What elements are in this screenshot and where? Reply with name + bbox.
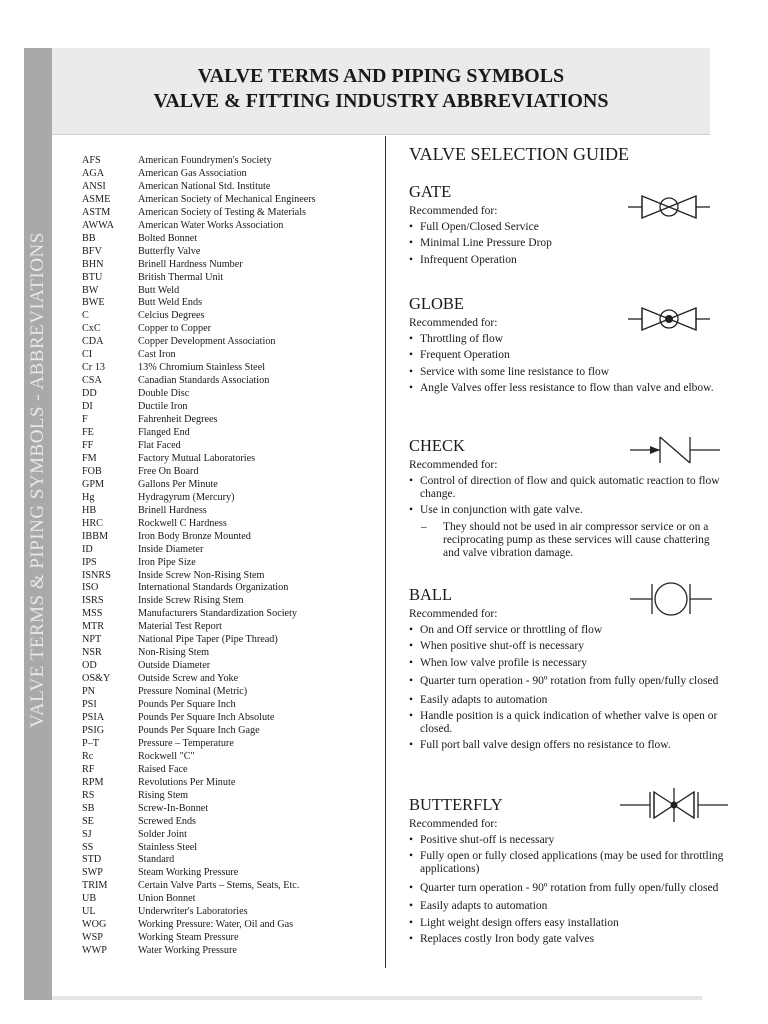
abbreviation-code: MSS [82, 608, 103, 620]
abbreviation-row [82, 427, 382, 440]
abbreviation-meaning: Celcius Degrees [138, 310, 205, 322]
abbreviation-meaning: Revolutions Per Minute [138, 776, 236, 788]
abbreviation-meaning: American Water Works Association [138, 219, 284, 231]
globe-valve-symbol [628, 302, 710, 336]
abbreviation-row [82, 194, 382, 207]
abbreviation-meaning: Raised Face [138, 763, 188, 775]
abbreviation-meaning: Solder Joint [138, 828, 187, 840]
abbreviation-code: GPM [82, 478, 105, 490]
abbreviation-code: UB [82, 893, 97, 905]
abbreviation-meaning: Screw-In-Bonnet [138, 802, 209, 814]
gate-title: GATE [409, 182, 452, 201]
recommended-label: Recommended for: [409, 818, 498, 830]
abbreviation-row [82, 375, 382, 388]
abbreviation-meaning: Union Bonnet [138, 893, 196, 905]
ball-title: BALL [409, 585, 453, 604]
abbreviation-meaning: Cast Iron [138, 349, 176, 361]
abbreviation-code: CI [82, 349, 93, 361]
page-title [52, 64, 710, 114]
check-list [409, 475, 729, 560]
abbreviation-row [82, 725, 382, 738]
abbreviation-meaning: Non-Rising Stem [138, 647, 210, 659]
abbreviation-meaning: Material Test Report [138, 621, 222, 633]
abbreviation-meaning: Iron Pipe Size [138, 556, 196, 568]
abbreviation-code: BWE [82, 297, 105, 309]
abbreviation-row [82, 246, 382, 259]
abbreviation-code: Rc [82, 750, 94, 762]
abbreviation-code: SJ [82, 828, 92, 840]
abbreviation-code: ASTM [82, 206, 111, 218]
abbreviation-meaning: Inside Screw Non-Rising Stem [138, 569, 265, 581]
abbreviation-meaning: Ductile Iron [138, 401, 188, 413]
abbreviation-meaning: Standard [138, 854, 175, 866]
abbreviation-meaning: Manufacturers Standardization Society [138, 608, 297, 620]
abbreviation-row [82, 842, 382, 855]
ball-list [409, 624, 729, 752]
abbreviation-meaning: Hydragyrum (Mercury) [138, 491, 235, 503]
abbreviation-row [82, 414, 382, 427]
abbreviation-row [82, 854, 382, 867]
gate-bullet: • Infrequent Operation [409, 254, 729, 267]
abbreviation-row [82, 285, 382, 298]
abbreviation-code: IPS [82, 556, 97, 568]
abbreviation-list [82, 155, 382, 958]
abbreviation-row [82, 738, 382, 751]
gate-bullet: • Full Open/Closed Service [409, 221, 729, 234]
abbreviation-row [82, 932, 382, 945]
ball-bullet: • When positive shut-off is necessary [409, 640, 729, 653]
ball-bullet: • On and Off service or throttling of flow [409, 624, 729, 637]
guide-title: VALVE SELECTION GUIDE [409, 144, 629, 164]
abbreviation-row [82, 829, 382, 842]
abbreviation-row [82, 466, 382, 479]
abbreviation-row [82, 790, 382, 803]
abbreviation-row [82, 712, 382, 725]
check-sub-note: – They should not be used in air compressor service or on a reciprocating pump as these services will cause chattering and valve vibration damage. [409, 521, 729, 560]
abbreviation-meaning: Canadian Standards Association [138, 375, 270, 387]
abbreviation-meaning: Inside Screw Rising Stem [138, 595, 244, 607]
abbreviation-code: OS&Y [82, 673, 111, 685]
abbreviation-meaning: National Pipe Taper (Pipe Thread) [138, 634, 278, 646]
globe-bullet: • Throttling of flow [409, 333, 729, 346]
abbreviation-row [82, 893, 382, 906]
abbreviation-row [82, 388, 382, 401]
globe-title: GLOBE [409, 294, 464, 313]
abbreviation-meaning: Flanged End [138, 427, 190, 439]
abbreviation-row [82, 673, 382, 686]
abbreviation-row [82, 686, 382, 699]
abbreviation-code: PSI [82, 699, 97, 711]
abbreviation-row [82, 505, 382, 518]
check-title: CHECK [409, 436, 465, 455]
abbreviation-row [82, 401, 382, 414]
abbreviation-code: F [82, 414, 88, 426]
abbreviation-row [82, 518, 382, 531]
abbreviation-code: SB [82, 802, 95, 814]
abbreviation-row [82, 595, 382, 608]
column-divider [385, 136, 386, 968]
butterfly-bullet: • Quarter turn operation - 90º rotation from fully open/fully closed [409, 880, 729, 897]
abbreviation-row [82, 531, 382, 544]
abbreviation-row [82, 777, 382, 790]
ball-bullet: • When low valve profile is necessary [409, 657, 729, 670]
abbreviation-meaning: Iron Body Bronze Mounted [138, 530, 251, 542]
abbreviation-code: BTU [82, 271, 103, 283]
butterfly-bullet: • Light weight design offers easy installation [409, 917, 729, 930]
abbreviation-code: NPT [82, 634, 102, 646]
abbreviation-meaning: Underwriter's Laboratories [138, 906, 248, 918]
abbreviation-code: CSA [82, 375, 102, 387]
side-label: VALVE TERMS & PIPING SYMBOLS - ABBREVIATIONS [27, 232, 48, 728]
abbreviation-row [82, 699, 382, 712]
abbreviation-meaning: Bolted Bonnet [138, 232, 198, 244]
abbreviation-row [82, 816, 382, 829]
abbreviation-meaning: Rising Stem [138, 789, 189, 801]
abbreviation-row [82, 336, 382, 349]
butterfly-bullet: • Positive shut-off is necessary [409, 834, 729, 847]
abbreviation-row [82, 310, 382, 323]
title-line-2: VALVE & FITTING INDUSTRY ABBREVIATIONS [153, 90, 609, 112]
abbreviation-code: CDA [82, 336, 104, 348]
abbreviation-code: SE [82, 815, 94, 827]
abbreviation-row [82, 906, 382, 919]
abbreviation-row [82, 155, 382, 168]
abbreviation-code: HB [82, 504, 97, 516]
abbreviation-meaning: Pressure Nominal (Metric) [138, 686, 248, 698]
abbreviation-row [82, 440, 382, 453]
check-bullet: • Use in conjunction with gate valve. [409, 504, 729, 517]
abbreviation-meaning: British Thermal Unit [138, 271, 224, 283]
butterfly-bullet: • Replaces costly Iron body gate valves [409, 933, 729, 946]
abbreviation-row [82, 168, 382, 181]
globe-bullet: • Frequent Operation [409, 349, 729, 362]
abbreviation-row [82, 803, 382, 816]
abbreviation-row [82, 544, 382, 557]
abbreviation-code: RF [82, 763, 95, 775]
bottom-band [52, 996, 702, 1000]
abbreviation-row [82, 181, 382, 194]
recommended-label: Recommended for: [409, 459, 498, 471]
abbreviation-row [82, 233, 382, 246]
abbreviation-meaning: 13% Chromium Stainless Steel [138, 362, 266, 374]
abbreviation-row [82, 608, 382, 621]
abbreviation-meaning: Fahrenheit Degrees [138, 414, 218, 426]
butterfly-bullet: • Easily adapts to automation [409, 900, 729, 913]
abbreviation-meaning: International Standards Organization [138, 582, 289, 594]
abbreviation-row [82, 621, 382, 634]
check-valve-symbol [630, 433, 720, 467]
abbreviation-row [82, 207, 382, 220]
abbreviation-code: HRC [82, 517, 103, 529]
abbreviation-code: FF [82, 439, 94, 451]
abbreviation-meaning: Outside Diameter [138, 660, 211, 672]
abbreviation-code: SWP [82, 867, 103, 879]
globe-list [409, 333, 729, 395]
abbreviation-meaning: American National Std. Institute [138, 180, 271, 192]
abbreviation-row [82, 660, 382, 673]
abbreviation-row [82, 570, 382, 583]
abbreviation-meaning: Rockwell C Hardness [138, 517, 227, 529]
recommended-label: Recommended for: [409, 608, 498, 620]
abbreviation-meaning: Outside Screw and Yoke [138, 673, 239, 685]
abbreviation-code: UL [82, 906, 96, 918]
abbreviation-code: TRIM [82, 880, 108, 892]
abbreviation-row [82, 945, 382, 958]
abbreviation-meaning: Butt Weld Ends [138, 297, 203, 309]
abbreviation-code: CxC [82, 323, 101, 335]
recommended-label: Recommended for: [409, 205, 498, 217]
abbreviation-code: BW [82, 284, 99, 296]
abbreviation-meaning: American Gas Association [138, 167, 247, 179]
gate-valve-symbol [628, 190, 710, 224]
abbreviation-code: AGA [82, 167, 105, 179]
butterfly-valve-symbol [620, 786, 728, 824]
gate-bullet: • Minimal Line Pressure Drop [409, 237, 729, 250]
abbreviation-code: RS [82, 789, 95, 801]
abbreviation-meaning: Flat Faced [138, 439, 181, 451]
abbreviation-row [82, 220, 382, 233]
abbreviation-row [82, 634, 382, 647]
abbreviation-code: ISO [82, 582, 99, 594]
abbreviation-meaning: Copper Development Association [138, 336, 276, 348]
abbreviation-meaning: Gallons Per Minute [138, 478, 218, 490]
abbreviation-code: ISRS [82, 595, 104, 607]
abbreviation-meaning: Certain Valve Parts – Stems, Seats, Etc. [138, 880, 300, 892]
abbreviation-meaning: Butterfly Valve [138, 245, 201, 257]
abbreviation-code: PN [82, 686, 96, 698]
abbreviation-code: NSR [82, 647, 102, 659]
abbreviation-meaning: American Foundrymen's Society [138, 155, 272, 166]
abbreviation-code: Cr 13 [82, 362, 105, 374]
abbreviation-code: RPM [82, 776, 104, 788]
abbreviation-row [82, 647, 382, 660]
abbreviation-code: DD [82, 388, 97, 400]
abbreviation-row [82, 919, 382, 932]
butterfly-bullet: • Fully open or fully closed applications (may be used for throttling applications) [409, 850, 729, 876]
abbreviation-row [82, 297, 382, 310]
abbreviation-code: STD [82, 854, 102, 866]
abbreviation-meaning: Double Disc [138, 388, 190, 400]
abbreviation-meaning: Working Steam Pressure [138, 932, 239, 944]
abbreviation-code: Hg [82, 491, 95, 503]
ball-bullet: • Full port ball valve design offers no resistance to flow. [409, 739, 729, 752]
abbreviation-meaning: American Society of Mechanical Engineers [138, 193, 316, 205]
abbreviation-row [82, 492, 382, 505]
abbreviation-meaning: Steam Working Pressure [138, 867, 239, 879]
ball-bullet: • Handle position is a quick indication of whether valve is open or closed. [409, 710, 729, 736]
abbreviation-row [82, 349, 382, 362]
check-bullet: • Control of direction of flow and quick automatic reaction to flow change. [409, 475, 729, 501]
abbreviation-code: WOG [82, 919, 107, 931]
abbreviation-code: SS [82, 841, 94, 853]
ball-valve-symbol [630, 580, 712, 618]
abbreviation-meaning: Stainless Steel [138, 841, 198, 853]
ball-bullet: • Quarter turn operation - 90º rotation from fully open/fully closed [409, 673, 729, 690]
abbreviation-meaning: Pounds Per Square Inch [138, 699, 236, 711]
abbreviation-code: WSP [82, 932, 103, 944]
abbreviation-meaning: Butt Weld [138, 284, 180, 296]
abbreviation-row [82, 582, 382, 595]
abbreviation-code: AFS [82, 155, 101, 166]
abbreviation-row [82, 453, 382, 466]
abbreviation-row [82, 259, 382, 272]
abbreviation-meaning: Pressure – Temperature [138, 737, 234, 749]
globe-bullet: • Service with some line resistance to flow [409, 366, 729, 379]
recommended-label: Recommended for: [409, 317, 498, 329]
abbreviation-meaning: Rockwell "C" [138, 750, 195, 762]
abbreviation-meaning: Pounds Per Square Inch Gage [138, 724, 260, 736]
abbreviation-meaning: Factory Mutual Laboratories [138, 452, 256, 464]
globe-bullet: • Angle Valves offer less resistance to flow than valve and elbow. [409, 382, 729, 395]
abbreviation-code: DI [82, 401, 93, 413]
abbreviation-meaning: Working Pressure: Water, Oil and Gas [138, 919, 294, 931]
abbreviation-code: FE [82, 427, 94, 439]
abbreviation-meaning: Brinell Hardness Number [138, 258, 243, 270]
abbreviation-row [82, 764, 382, 777]
abbreviation-meaning: Screwed Ends [138, 815, 196, 827]
abbreviation-code: C [82, 310, 89, 322]
abbreviation-meaning: Copper to Copper [138, 323, 211, 335]
gate-list [409, 221, 729, 267]
abbreviation-code: BB [82, 232, 96, 244]
abbreviation-row [82, 867, 382, 880]
abbreviation-code: PSIG [82, 724, 105, 736]
abbreviation-code: AWWA [82, 219, 114, 231]
abbreviation-meaning: Inside Diameter [138, 543, 204, 555]
abbreviation-code: PSIA [82, 711, 105, 723]
abbreviation-code: FM [82, 452, 97, 464]
abbreviation-code: OD [82, 660, 97, 672]
abbreviation-meaning: Free On Board [138, 465, 199, 477]
abbreviation-meaning: American Society of Testing & Materials [138, 206, 306, 218]
abbreviation-code: BFV [82, 245, 102, 257]
title-line-1: VALVE TERMS AND PIPING SYMBOLS [197, 65, 565, 87]
abbreviation-code: ID [82, 543, 93, 555]
abbreviation-row [82, 479, 382, 492]
abbreviation-row [82, 880, 382, 893]
abbreviation-code: MTR [82, 621, 105, 633]
abbreviation-code: WWP [82, 945, 107, 957]
abbreviation-meaning: Pounds Per Square Inch Absolute [138, 711, 275, 723]
abbreviation-code: BHN [82, 258, 104, 270]
abbreviation-code: FOB [82, 465, 102, 477]
abbreviation-code: IBBM [82, 530, 109, 542]
butterfly-title: BUTTERFLY [409, 795, 503, 814]
abbreviation-row [82, 751, 382, 764]
abbreviation-code: ASME [82, 193, 111, 205]
abbreviation-code: ISNRS [82, 569, 111, 581]
abbreviation-code: P–T [82, 737, 99, 749]
abbreviation-row [82, 272, 382, 285]
butterfly-list [409, 834, 729, 946]
abbreviation-meaning: Brinell Hardness [138, 504, 207, 516]
abbreviation-row [82, 362, 382, 375]
abbreviation-row [82, 323, 382, 336]
abbreviation-meaning: Water Working Pressure [138, 945, 237, 957]
abbreviation-row [82, 557, 382, 570]
ball-bullet: • Easily adapts to automation [409, 694, 729, 707]
abbreviation-code: ANSI [82, 180, 106, 192]
